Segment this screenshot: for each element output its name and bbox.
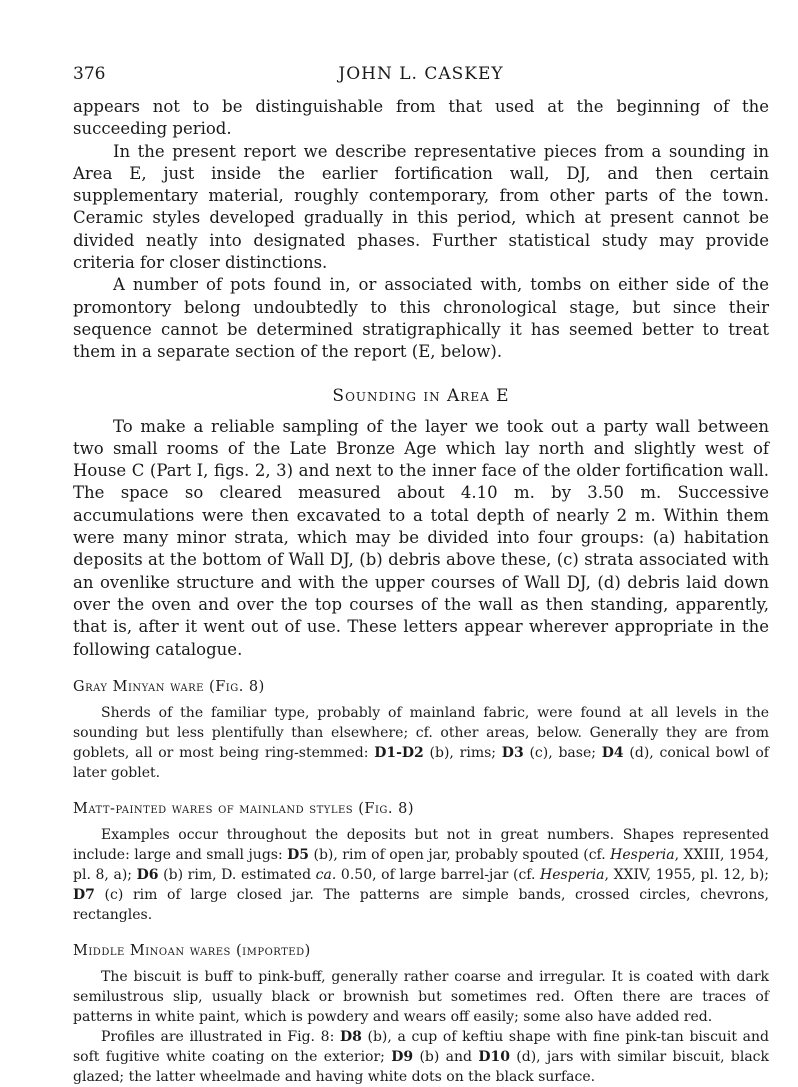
catalogue-ref: D7 [73, 886, 95, 903]
paragraph-matt-painted: Examples occur throughout the deposits but not in great numbers. Shapes represented include: large and small jugs: D5 (b), rim of open jar, probably spouted (cf. Hesperia, XXIII, 1954, pl. 8, a); D6 (b) rim, D. estimated ca. 0.50, of large barrel-jar (cf. Hesperia, XXIV, 1955, pl. 12, b); D7 (c) rim of large closed jar. The patterns are simple bands, crossed circles, chevrons, rectangles. [73, 826, 770, 923]
abbreviation: ca. [315, 866, 337, 883]
journal-title: Hesperia [540, 866, 605, 883]
section-title: Sounding in Area E [332, 385, 510, 406]
paragraph-gray-minyan: Sherds of the familiar type, probably of mainland fabric, were found at all levels in the sounding but less plentifully than elsewhere; cf. other areas, below. Generally they are from goblets, all or most being ring-stemmed: D1-D2 (b), rims; D3 (c), base; D4 (d), conical bowl of later goblet. [73, 704, 769, 781]
running-head: JOHN L. CASKEY [338, 64, 504, 84]
catalogue-ref: D1-D2 [374, 744, 424, 761]
subhead-gray-minyan: Gray Minyan ware (Fig. 8) [73, 678, 265, 695]
paragraph-minoan-profiles: Profiles are illustrated in Fig. 8: D8 (b), a cup of keftiu shape with fine pink-tan biscuit and soft fugitive white coating on the exterior; D9 (b) and D10 (d), jars with similar biscuit, black glazed; the latter wheelmade and having white dots on the black surface. [73, 1028, 769, 1085]
paragraph-continuation: appears not to be distinguishable from that used at the beginning of the succeeding period. [73, 97, 769, 139]
catalogue-ref: D3 [501, 744, 524, 761]
subhead-matt-painted: Matt-painted wares of mainland styles (Fig. 8) [73, 800, 414, 817]
catalogue-ref: D10 [478, 1048, 510, 1065]
catalogue-ref: D8 [339, 1028, 362, 1045]
paragraph-minoan-biscuit: The biscuit is buff to pink-buff, generally rather coarse and irregular. It is coated with dark semilustrous slip, usually black or brownish but sometimes red. Often there are traces of patterns in white paint, which is powdery and wears off easily; some also have added red. [73, 968, 769, 1025]
paragraph-sounding: To make a reliable sampling of the layer we took out a party wall between two small rooms of the Late Bronze Age which lay north and slightly west of House C (Part I, figs. 2, 3) and next to the inner face of the older fortification wall. The space so cleared measured about 4.10 m. by 3.50 m. Successive accumulations were then excavated to a total depth of nearly 2 m. Within them were many minor strata, which may be divided into four groups: (a) habitation deposits at the bottom of Wall DJ, (b) debris above these, (c) strata associated with an ovenlike structure and with the upper courses of Wall DJ, (d) debris laid down over the oven and over the top courses of the wall as then standing, apparently, that is, after it went out of use. These letters appear wherever appropriate in the following catalogue. [73, 416, 769, 659]
subhead-middle-minoan: Middle Minoan wares (imported) [73, 942, 311, 959]
catalogue-ref: D9 [391, 1048, 414, 1065]
page-number: 376 [73, 64, 106, 84]
paragraph-report-scope: In the present report we describe representative pieces from a sounding in Area E, just inside the earlier fortification wall, DJ, and then certain supplementary material, roughly contemporary, from other parts of the town. Ceramic styles developed gradually in this period, which at present cannot be divided neatly into designated phases. Further statistical study may provide criteria for closer distinctions. [73, 141, 769, 273]
paragraph-tombs: A number of pots found in, or associated with, tombs on either side of the promontory belong undoubtedly to this chronological stage, but since their sequence cannot be determined stratigraphically it has seemed better to treat them in a separate section of the report (E, below). [73, 275, 769, 362]
page-header [73, 64, 769, 86]
catalogue-ref: D4 [601, 744, 624, 761]
catalogue-ref: D5 [287, 846, 310, 863]
catalogue-ref: D6 [136, 866, 159, 883]
article-body [73, 96, 769, 1087]
journal-title: Hesperia [610, 846, 675, 863]
